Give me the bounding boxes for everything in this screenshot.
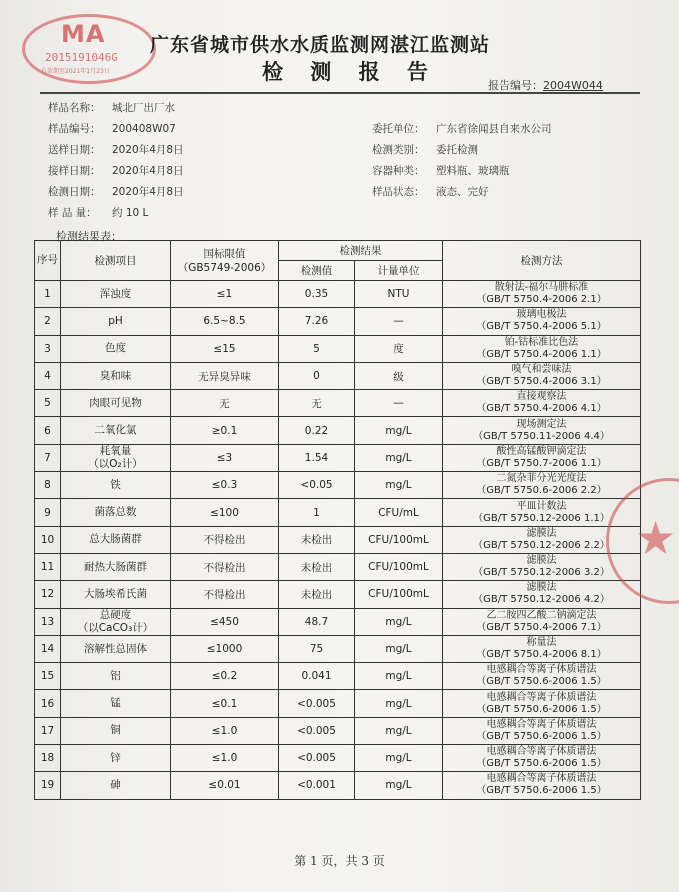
cell-method: 平皿计数法 （GB/T 5750.12-2006 1.1）: [443, 499, 641, 526]
cell-seq: 7: [35, 444, 61, 471]
cell-method: 铂-钴标准比色法 （GB/T 5750.4-2006 1.1）: [443, 335, 641, 362]
cell-seq: 10: [35, 526, 61, 553]
cell-method: 现场测定法 （GB/T 5750.11-2006 4.4）: [443, 417, 641, 444]
cell-method: 称量法 （GB/T 5750.4-2006 8.1）: [443, 635, 641, 662]
info-status: 样品状态： 液态、完好: [372, 186, 489, 198]
cell-item: 铜: [61, 717, 171, 744]
info-receive-date: 接样日期： 2020年4月8日: [48, 165, 184, 177]
info-client: 委托单位： 广东省徐闻县自来水公司: [372, 123, 552, 135]
cell-method: 滤膜法 （GB/T 5750.12-2006 3.2）: [443, 553, 641, 580]
cell-value: 1.54: [279, 444, 355, 471]
cell-method: 直接观察法 （GB/T 5750.4-2006 4.1）: [443, 390, 641, 417]
info-container: 容器种类： 塑料瓶、玻璃瓶: [372, 165, 510, 177]
table-row: [35, 499, 641, 526]
cma-stamp: [22, 14, 156, 84]
cell-unit: mg/L: [355, 635, 443, 662]
seal-star-icon: ★: [635, 511, 677, 565]
cell-method: 电感耦合等离子体质谱法 （GB/T 5750.6-2006 1.5）: [443, 745, 641, 772]
report-title: 检 测 报 告: [262, 59, 438, 84]
cell-value: 48.7: [279, 608, 355, 635]
table-row: [35, 281, 641, 308]
cell-seq: 11: [35, 553, 61, 580]
cell-unit: CFU/100mL: [355, 526, 443, 553]
cell-item: 浑浊度: [61, 281, 171, 308]
cell-item: 铝: [61, 663, 171, 690]
table-row: [35, 690, 641, 717]
org-title: 广东省城市供水水质监测网湛江监测站: [150, 34, 491, 56]
table-row: [35, 335, 641, 362]
cell-seq: 13: [35, 608, 61, 635]
cell-method: 滤膜法 （GB/T 5750.12-2006 2.2）: [443, 526, 641, 553]
cell-item: 耐热大肠菌群: [61, 553, 171, 580]
info-sample-id: 样品编号： 200408W07: [48, 123, 176, 135]
cell-unit: mg/L: [355, 717, 443, 744]
table-row: [35, 635, 641, 662]
cell-method: 滤膜法 （GB/T 5750.12-2006 4.2）: [443, 581, 641, 608]
cell-value: 0.22: [279, 417, 355, 444]
header-divider: [40, 92, 640, 94]
cell-limit: ≤1.0: [171, 745, 279, 772]
cell-value: 75: [279, 635, 355, 662]
info-test-date: 检测日期： 2020年4月8日: [48, 186, 184, 198]
table-row: [35, 663, 641, 690]
cell-unit: mg/L: [355, 472, 443, 499]
cell-method: 乙二胺四乙酸二钠滴定法 （GB/T 5750.4-2006 7.1）: [443, 608, 641, 635]
cell-limit: 不得检出: [171, 526, 279, 553]
cell-seq: 3: [35, 335, 61, 362]
cell-method: 玻璃电极法 （GB/T 5750.4-2006 5.1）: [443, 308, 641, 335]
cell-method: 电感耦合等离子体质谱法 （GB/T 5750.6-2006 1.5）: [443, 663, 641, 690]
cell-seq: 19: [35, 772, 61, 799]
cell-method: 电感耦合等离子体质谱法 （GB/T 5750.6-2006 1.5）: [443, 690, 641, 717]
cell-seq: 18: [35, 745, 61, 772]
cell-seq: 9: [35, 499, 61, 526]
table-row: [35, 717, 641, 744]
cell-item: 溶解性总固体: [61, 635, 171, 662]
cell-limit: ≤3: [171, 444, 279, 471]
cell-item: 总硬度 （以CaCO₃计）: [61, 608, 171, 635]
cell-method: 散射法-福尔马肼标准 （GB/T 5750.4-2006 2.1）: [443, 281, 641, 308]
cell-item: 砷: [61, 772, 171, 799]
cell-seq: 12: [35, 581, 61, 608]
cell-item: 肉眼可见物: [61, 390, 171, 417]
cell-value: 未检出: [279, 553, 355, 580]
cell-seq: 5: [35, 390, 61, 417]
cell-unit: —: [355, 308, 443, 335]
cell-value: 7.26: [279, 308, 355, 335]
cell-limit: ≤450: [171, 608, 279, 635]
cell-limit: ≤0.01: [171, 772, 279, 799]
cell-method: 电感耦合等离子体质谱法 （GB/T 5750.6-2006 1.5）: [443, 717, 641, 744]
cell-method: 嗅气和尝味法 （GB/T 5750.4-2006 3.1）: [443, 362, 641, 389]
cell-value: <0.005: [279, 717, 355, 744]
table-row: [35, 472, 641, 499]
cell-limit: ≥0.1: [171, 417, 279, 444]
cell-unit: mg/L: [355, 772, 443, 799]
cell-seq: 8: [35, 472, 61, 499]
cell-value: 无: [279, 390, 355, 417]
cell-limit: ≤0.1: [171, 690, 279, 717]
cell-method: 电感耦合等离子体质谱法 （GB/T 5750.6-2006 1.5）: [443, 772, 641, 799]
info-sample-name: 样品名称： 城北厂出厂水: [48, 102, 175, 114]
cell-seq: 16: [35, 690, 61, 717]
cell-item: 菌落总数: [61, 499, 171, 526]
table-row: [35, 581, 641, 608]
header-value: 检测值: [279, 261, 355, 281]
table-row: [35, 772, 641, 799]
cell-item: 色度: [61, 335, 171, 362]
cell-method: 酸性高锰酸钾滴定法 （GB/T 5750.7-2006 1.1）: [443, 444, 641, 471]
cell-value: <0.05: [279, 472, 355, 499]
cell-value: 5: [279, 335, 355, 362]
cell-limit: 无异臭异味: [171, 362, 279, 389]
info-amount: 样 品 量： 约 10 L: [48, 207, 149, 219]
header-unit: 计量单位: [355, 261, 443, 281]
cell-unit: CFU/100mL: [355, 581, 443, 608]
cell-limit: 不得检出: [171, 581, 279, 608]
report-number-label: 报告编号：: [488, 79, 543, 92]
cell-value: 未检出: [279, 581, 355, 608]
header-method: 检测方法: [443, 241, 641, 281]
cell-seq: 2: [35, 308, 61, 335]
cell-unit: —: [355, 390, 443, 417]
cell-seq: 4: [35, 362, 61, 389]
cma-number: 2015191046G: [45, 51, 118, 64]
cell-seq: 14: [35, 635, 61, 662]
table-row: [35, 608, 641, 635]
table-row: [35, 390, 641, 417]
cell-item: pH: [61, 308, 171, 335]
cell-item: 锰: [61, 690, 171, 717]
cell-unit: mg/L: [355, 745, 443, 772]
cell-limit: 无: [171, 390, 279, 417]
cell-item: 臭和味: [61, 362, 171, 389]
cell-item: 耗氧量 （以O₂计）: [61, 444, 171, 471]
header-limit: 国标限值 （GB5749-2006）: [171, 241, 279, 281]
cell-unit: mg/L: [355, 690, 443, 717]
cell-method: 二氮杂菲分光光度法 （GB/T 5750.6-2006 2.2）: [443, 472, 641, 499]
cell-seq: 17: [35, 717, 61, 744]
cell-limit: ≤0.3: [171, 472, 279, 499]
cell-limit: ≤1.0: [171, 717, 279, 744]
report-number: [488, 77, 603, 93]
cell-unit: 度: [355, 335, 443, 362]
cell-item: 总大肠菌群: [61, 526, 171, 553]
cell-limit: ≤1: [171, 281, 279, 308]
cell-limit: 不得检出: [171, 553, 279, 580]
cell-value: <0.005: [279, 745, 355, 772]
cell-unit: mg/L: [355, 444, 443, 471]
results-body: [35, 281, 641, 800]
cell-unit: mg/L: [355, 608, 443, 635]
cma-validity: 有效期至2021年1月23日: [41, 68, 110, 75]
results-label: 检测结果表：: [56, 230, 122, 243]
table-row: [35, 362, 641, 389]
table-row: [35, 526, 641, 553]
table-row: [35, 444, 641, 471]
cell-seq: 15: [35, 663, 61, 690]
table-row: [35, 745, 641, 772]
header-item: 检测项目: [61, 241, 171, 281]
cell-item: 锌: [61, 745, 171, 772]
cell-item: 大肠埃希氏菌: [61, 581, 171, 608]
table-row: [35, 553, 641, 580]
cell-limit: ≤1000: [171, 635, 279, 662]
cell-limit: ≤100: [171, 499, 279, 526]
cell-unit: NTU: [355, 281, 443, 308]
page-footer: 第 1 页，共 3 页: [294, 854, 385, 868]
cell-unit: 级: [355, 362, 443, 389]
cell-unit: CFU/mL: [355, 499, 443, 526]
cell-limit: ≤15: [171, 335, 279, 362]
results-table: [34, 240, 641, 800]
cell-value: 0.35: [279, 281, 355, 308]
cell-item: 二氧化氯: [61, 417, 171, 444]
cell-value: 未检出: [279, 526, 355, 553]
info-test-type: 检测类别： 委托检测: [372, 144, 478, 156]
cell-unit: mg/L: [355, 417, 443, 444]
cell-unit: CFU/100mL: [355, 553, 443, 580]
table-row: [35, 417, 641, 444]
table-row: [35, 308, 641, 335]
cell-value: <0.005: [279, 690, 355, 717]
cma-mark: MA: [61, 20, 106, 48]
cell-limit: ≤0.2: [171, 663, 279, 690]
report-number-value: 2004W044: [543, 79, 603, 92]
header-seq: 序号: [35, 241, 61, 281]
cell-value: <0.001: [279, 772, 355, 799]
cell-seq: 1: [35, 281, 61, 308]
cell-unit: mg/L: [355, 663, 443, 690]
cell-value: 0: [279, 362, 355, 389]
cell-seq: 6: [35, 417, 61, 444]
cell-item: 铁: [61, 472, 171, 499]
cell-value: 1: [279, 499, 355, 526]
header-result: 检测结果: [279, 241, 443, 261]
info-send-date: 送样日期： 2020年4月8日: [48, 144, 184, 156]
cell-limit: 6.5~8.5: [171, 308, 279, 335]
cell-value: 0.041: [279, 663, 355, 690]
